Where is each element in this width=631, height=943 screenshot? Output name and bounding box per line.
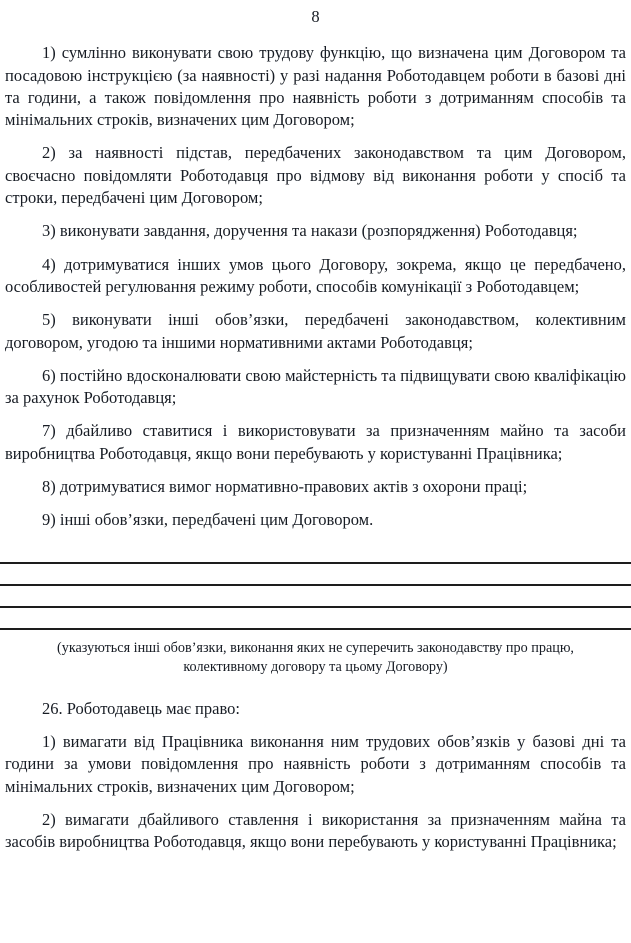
employer-right-item-2: 2) вимагати дбайливого ставлення і використання за призначенням майна та засобів виробництва Роботодавця, якщо вони перебувають у користуванні Працівника; (5, 809, 626, 852)
obligation-item-6: 6) постійно вдосконалювати свою майстерність та підвищувати свою кваліфікацію за рахунок Роботодавця; (5, 365, 626, 408)
obligation-item-5: 5) виконувати інші обов’язки, передбачені законодавством, колективним договором, угодою та іншими нормативними актами Роботодавця; (5, 310, 626, 352)
obligation-item-4: 4) дотримуватися інших умов цього Договору, зокрема, якщо це передбачено, особливостей регулювання режиму роботи, способів комунікації з Роботодавцем; (5, 254, 626, 296)
obligation-item-2: 2) за наявності підстав, передбачених законодавством та цим Договором, своєчасно повідомляти Роботодавця про відмову від виконання роботи у спосіб та строки, передбачені цим Договором; (5, 143, 626, 208)
page-number: 8 (311, 7, 320, 26)
fill-in-line[interactable] (0, 586, 631, 608)
obligation-item-7: 7) дбайливо ставитися і використовувати за призначенням майно та засоби виробництва Роботодавця, якщо вони перебувають у користуванні Працівника; (5, 421, 626, 463)
obligation-item-9: 9) інші обов’язки, передбачені цим Договором. (42, 510, 374, 530)
section-26-heading: 26. Роботодавець має право: (42, 698, 240, 718)
fill-in-line[interactable] (0, 542, 631, 564)
obligation-item-1: 1) сумлінно виконувати свою трудову функцію, що визначена цим Договором та посадовою інструкцією (за наявності) у разі надання Роботодавцем роботи в базові дні та години, а також повідомлення про наявність роботи з дотриманням способів та мінімальних строків, визначених цим Договором; (5, 43, 626, 130)
fill-in-line[interactable] (0, 608, 631, 630)
fill-in-line[interactable] (0, 564, 631, 586)
obligation-item-3: 3) виконувати завдання, доручення та накази (розпорядження) Роботодавця; (42, 221, 578, 241)
fill-in-lines-group (0, 542, 631, 630)
fill-in-caption: (указуються інші обов’язки, виконання яких не суперечить законодавству про працю, колективному договору та цьому Договору) (57, 639, 574, 676)
obligation-item-8: 8) дотримуватися вимог нормативно-правових актів з охорони праці; (42, 477, 528, 497)
employer-right-item-1: 1) вимагати від Працівника виконання ним трудових обов’язків у базові дні та години за умови повідомлення про наявність роботи з дотриманням способів та мінімальних строків, визначених цим Договором; (5, 731, 626, 796)
